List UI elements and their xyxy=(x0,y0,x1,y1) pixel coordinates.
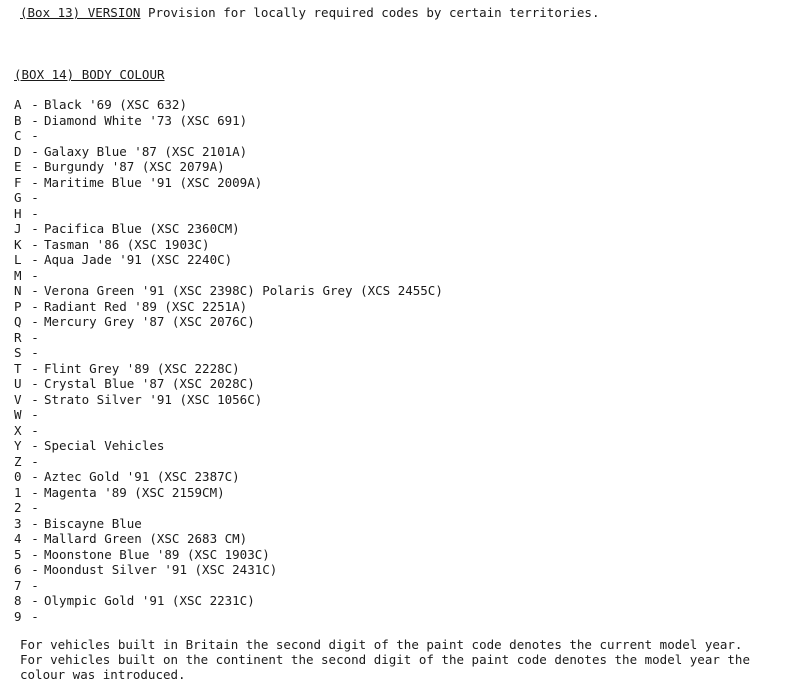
colour-code-letter: X xyxy=(14,422,22,438)
colour-code-letter: M xyxy=(14,267,22,283)
colour-code-row xyxy=(14,516,443,532)
colour-code-row xyxy=(14,454,443,470)
colour-code-row xyxy=(14,128,443,144)
colour-code-row xyxy=(14,144,443,160)
colour-code-dash: - xyxy=(31,577,39,593)
colour-code-row xyxy=(14,609,443,625)
colour-code-row xyxy=(14,252,443,268)
colour-name: Verona Green '91 (XSC 2398C) Polaris Grey (XCS 2455C) xyxy=(44,283,443,298)
colour-code-row xyxy=(14,438,443,454)
colour-code-dash: - xyxy=(31,376,39,391)
footnote-line-3: colour was introduced. xyxy=(20,667,186,682)
colour-code-letter: 3 xyxy=(14,515,22,531)
colour-code-letter: T xyxy=(14,360,22,376)
box13-label: (Box 13) VERSION xyxy=(20,5,141,20)
box14-heading: (BOX 14) BODY COLOUR xyxy=(14,67,165,82)
colour-name: Mallard Green (XSC 2683 CM) xyxy=(44,531,248,546)
colour-code-dash: - xyxy=(31,236,39,252)
colour-code-dash: - xyxy=(31,438,39,453)
colour-code-row xyxy=(14,485,443,501)
colour-code-row xyxy=(14,345,443,361)
colour-code-letter: Z xyxy=(14,453,22,469)
colour-code-letter: H xyxy=(14,205,22,221)
colour-code-row xyxy=(14,175,443,191)
box13-description: Provision for locally required codes by certain territories. xyxy=(140,5,600,20)
colour-code-dash: - xyxy=(31,484,39,500)
colour-code-dash: - xyxy=(31,515,39,531)
colour-code-dash: - xyxy=(31,112,39,128)
colour-code-dash: - xyxy=(31,283,39,298)
colour-code-dash: - xyxy=(31,593,39,608)
colour-code-dash: - xyxy=(31,252,39,267)
colour-name: Strato Silver '91 (XSC 1056C) xyxy=(44,391,263,407)
colour-code-row xyxy=(14,268,443,284)
colour-code-row xyxy=(14,361,443,377)
colour-name: Mercury Grey '87 (XSC 2076C) xyxy=(44,314,255,329)
colour-code-dash: - xyxy=(31,298,39,314)
colour-code-dash: - xyxy=(31,407,39,422)
colour-code-letter: S xyxy=(14,345,22,360)
colour-code-row xyxy=(14,283,443,299)
colour-code-dash: - xyxy=(31,221,39,236)
colour-code-letter: P xyxy=(14,298,22,314)
colour-name: Flint Grey '89 (XSC 2228C) xyxy=(44,360,240,376)
colour-name: Moondust Silver '91 (XSC 2431C) xyxy=(44,562,278,577)
colour-code-dash: - xyxy=(31,469,39,484)
colour-code-row xyxy=(14,159,443,175)
colour-code-letter: D xyxy=(14,143,22,159)
colour-code-row xyxy=(14,593,443,609)
colour-code-row xyxy=(14,469,443,485)
colour-code-row xyxy=(14,376,443,392)
colour-code-dash: - xyxy=(31,205,39,221)
colour-code-letter: G xyxy=(14,190,22,205)
colour-code-dash: - xyxy=(31,608,39,624)
colour-name: Black '69 (XSC 632) xyxy=(44,97,187,112)
colour-code-dash: - xyxy=(31,174,39,190)
box13-version-line xyxy=(20,5,600,21)
colour-code-row xyxy=(14,97,443,113)
colour-name: Radiant Red '89 (XSC 2251A) xyxy=(44,298,248,314)
colour-code-letter: E xyxy=(14,159,22,174)
colour-code-dash: - xyxy=(31,314,39,329)
colour-code-row xyxy=(14,221,443,237)
colour-code-letter: U xyxy=(14,376,22,391)
colour-name: Pacifica Blue (XSC 2360CM) xyxy=(44,221,240,236)
colour-code-letter: K xyxy=(14,236,22,252)
colour-code-row xyxy=(14,206,443,222)
colour-code-row xyxy=(14,330,443,346)
colour-code-letter: 6 xyxy=(14,562,22,577)
colour-name: Olympic Gold '91 (XSC 2231C) xyxy=(44,593,255,608)
paint-code-footnote xyxy=(20,637,790,682)
colour-code-row xyxy=(14,392,443,408)
colour-code-dash: - xyxy=(31,267,39,283)
footnote-line-1: For vehicles built in Britain the second digit of the paint code denotes the current model year. xyxy=(20,637,743,652)
colour-code-row xyxy=(14,547,443,563)
colour-name: Tasman '86 (XSC 1903C) xyxy=(44,236,210,252)
colour-code-dash: - xyxy=(31,500,39,515)
colour-code-letter: 1 xyxy=(14,484,22,500)
colour-name: Magenta '89 (XSC 2159CM) xyxy=(44,484,225,500)
colour-code-row xyxy=(14,562,443,578)
colour-code-dash: - xyxy=(31,562,39,577)
colour-code-letter: Q xyxy=(14,314,22,329)
colour-name: Moonstone Blue '89 (XSC 1903C) xyxy=(44,546,270,562)
colour-code-row xyxy=(14,531,443,547)
colour-code-row xyxy=(14,237,443,253)
colour-name: Aqua Jade '91 (XSC 2240C) xyxy=(44,252,233,267)
colour-name: Diamond White '73 (XSC 691) xyxy=(44,112,248,128)
colour-code-letter: V xyxy=(14,391,22,407)
colour-code-letter: Y xyxy=(14,438,22,453)
colour-code-row xyxy=(14,113,443,129)
colour-code-dash: - xyxy=(31,128,39,143)
colour-code-letter: B xyxy=(14,112,22,128)
colour-name: Crystal Blue '87 (XSC 2028C) xyxy=(44,376,255,391)
body-colour-list xyxy=(14,97,443,624)
colour-code-row xyxy=(14,500,443,516)
colour-name: Galaxy Blue '87 (XSC 2101A) xyxy=(44,143,248,159)
colour-code-dash: - xyxy=(31,143,39,159)
colour-code-letter: F xyxy=(14,174,22,190)
colour-code-letter: J xyxy=(14,221,22,236)
colour-code-row xyxy=(14,299,443,315)
colour-code-letter: 4 xyxy=(14,531,22,546)
colour-code-letter: L xyxy=(14,252,22,267)
colour-code-letter: 0 xyxy=(14,469,22,484)
colour-code-letter: A xyxy=(14,97,22,112)
colour-name: Maritime Blue '91 (XSC 2009A) xyxy=(44,174,263,190)
colour-code-dash: - xyxy=(31,190,39,205)
colour-code-dash: - xyxy=(31,97,39,112)
colour-code-row xyxy=(14,314,443,330)
colour-code-letter: R xyxy=(14,329,22,345)
colour-name: Biscayne Blue xyxy=(44,515,142,531)
colour-code-dash: - xyxy=(31,531,39,546)
colour-code-row xyxy=(14,423,443,439)
colour-code-row xyxy=(14,407,443,423)
colour-code-dash: - xyxy=(31,453,39,469)
colour-code-letter: 2 xyxy=(14,500,22,515)
colour-code-letter: 5 xyxy=(14,546,22,562)
colour-code-letter: C xyxy=(14,128,22,143)
colour-code-row xyxy=(14,190,443,206)
colour-code-letter: W xyxy=(14,407,22,422)
colour-code-dash: - xyxy=(31,329,39,345)
colour-code-letter: N xyxy=(14,283,22,298)
colour-code-dash: - xyxy=(31,422,39,438)
colour-name: Aztec Gold '91 (XSC 2387C) xyxy=(44,469,240,484)
colour-code-letter: 8 xyxy=(14,593,22,608)
colour-code-dash: - xyxy=(31,345,39,360)
colour-code-row xyxy=(14,578,443,594)
colour-code-dash: - xyxy=(31,360,39,376)
colour-name: Burgundy '87 (XSC 2079A) xyxy=(44,159,225,174)
colour-code-letter: 9 xyxy=(14,608,22,624)
colour-code-dash: - xyxy=(31,546,39,562)
colour-code-dash: - xyxy=(31,391,39,407)
colour-code-letter: 7 xyxy=(14,577,22,593)
colour-code-dash: - xyxy=(31,159,39,174)
footnote-line-2: For vehicles built on the continent the second digit of the paint code denotes the model year the xyxy=(20,652,750,667)
colour-name: Special Vehicles xyxy=(44,438,165,453)
